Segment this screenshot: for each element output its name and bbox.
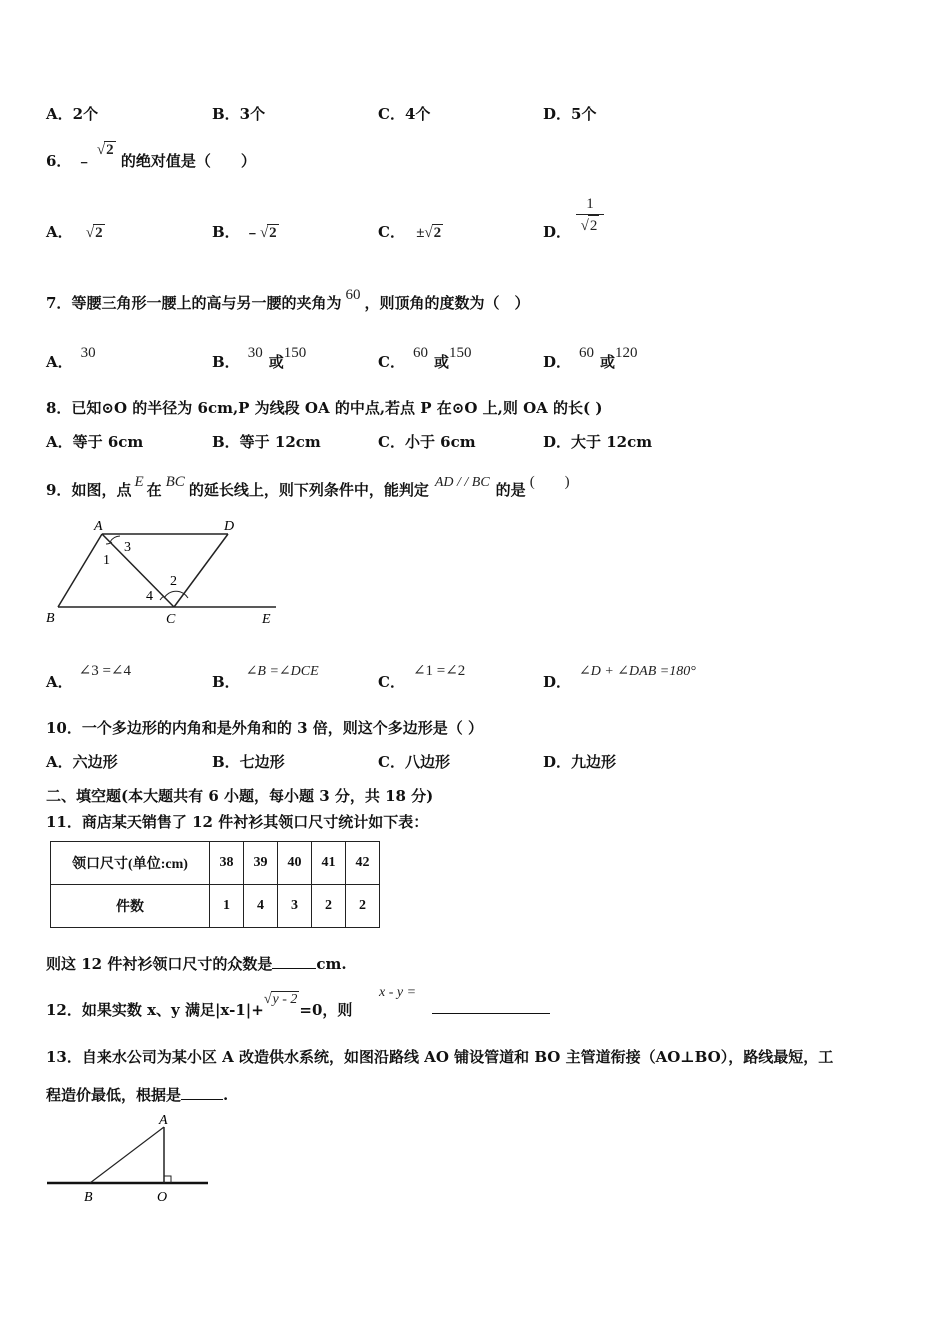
q9-stem: 9．如图，点 E 在 BC 的延长线上，则下列条件中，能判定 AD / / BC 的是 ( ) [46,474,570,499]
q13-line-2: 程造价最低，根据是 . [46,1086,229,1104]
q10-option-a: A．六边形 [46,753,118,771]
q9-option-a: A．∠3 =∠4 [46,663,131,691]
q11-size-cell: 39 [244,842,278,885]
section-2-heading: 二、填空题(本大题共有 6 小题，每小题 3 分，共 18 分) [46,787,434,805]
q6-d-fraction: 1 √2 [576,196,604,236]
q11-count-cell: 3 [278,885,312,928]
q11-count-cell: 4 [244,885,278,928]
q13-figure [44,1110,214,1210]
q6-stem-text: 的绝对值是（ ） [120,152,256,170]
q7-option-a: A． 30 [46,345,96,371]
q8-stem: 8．已知⊙O 的半径为 6cm,P 为线段 OA 的中点,若点 P 在⊙O 上,则 OA 的长( ) [46,399,603,417]
q11-header-label: 领口尺寸(单位:cm) [51,842,210,885]
q11-stem: 11．商店某天销售了 12 件衬衫其领口尺寸统计如下表： [46,813,429,831]
q9-label-C: C [166,612,176,627]
q9-label-E: E [262,612,271,627]
q8-option-b: B．等于 12cm [212,433,321,451]
q5-option-a: A．2个 [46,105,99,123]
q12-expr: x - y = [379,985,417,1000]
q12-stem: 12．如果实数 x、y 满足|x-1|+√y - 2=0，则 [46,992,353,1019]
q12-answer-blank[interactable] [432,1013,550,1014]
q11-size-cell: 41 [312,842,346,885]
q8-option-d: D．大于 12cm [543,433,653,451]
q11-count-cell: 2 [312,885,346,928]
q5-option-b: B．3个 [212,105,266,123]
q9-label-1: 1 [103,553,110,568]
q11-size-cell: 38 [210,842,244,885]
q6-sqrt: √2 [96,142,114,158]
q11-count-cell: 1 [210,885,244,928]
q10-option-d: D．九边形 [543,753,617,771]
q9-label-2: 2 [170,574,177,589]
q9-label-3: 3 [124,540,131,555]
q11-row-label: 件数 [51,885,210,928]
q7-stem: 7．等腰三角形一腰上的高与另一腰的夹角为 60 ，则顶角的度数为（ ） [46,287,530,312]
q9-label-B: B [46,611,55,626]
q11-size-cell: 42 [346,842,380,885]
q9-label-A: A [94,519,103,534]
q9-label-4: 4 [146,589,153,604]
q11-size-table [50,841,380,928]
q13-line-1: 13．自来水公司为某小区 A 改造供水系统，如图沿路线 AO 铺设管道和 BO 主管道衔接（AO⊥BO），路线最短，工 [46,1048,834,1066]
q7-option-c: C． 60 或150 [378,345,472,371]
q5-option-c: C．4个 [378,105,431,123]
q9-option-c: C．∠1 =∠2 [378,663,466,691]
q13-label-O: O [157,1190,168,1205]
q11-question: 则这 12 件衬衫领口尺寸的众数是 cm. [46,955,347,973]
q9-option-b: B．∠B =∠DCE [212,664,319,691]
q9-label-D: D [224,519,235,534]
q6-stem [46,142,256,171]
q10-option-c: C．八边形 [378,753,450,771]
q7-option-b: B． 30 或150 [212,345,307,371]
q11-size-cell: 40 [278,842,312,885]
q10-stem: 10．一个多边形的内角和是外角和的 3 倍，则这个多边形是（ ） [46,719,483,737]
q9-figure [40,514,290,629]
q8-option-c: C．小于 6cm [378,433,476,451]
q7-angle: 60 [345,287,361,303]
q6-neg: ﹣ [76,152,92,170]
q9-option-d: D．∠D + ∠DAB =180° [543,664,696,691]
q6-option-c: C． ±√2 [378,223,442,241]
q13-label-A: A [159,1113,168,1128]
q11-count-cell: 2 [346,885,380,928]
q6-option-b: B． ﹣√2 [212,223,277,241]
q13-answer-blank[interactable] [181,1099,223,1100]
q6-option-d: D． [543,223,572,241]
q10-option-b: B．七边形 [212,753,285,771]
q6-number: 6． [46,152,72,170]
q6-option-a: A． √2 [46,223,103,241]
q11-answer-blank[interactable] [272,968,316,969]
q5-option-d: D．5个 [543,105,597,123]
q8-option-a: A．等于 6cm [46,433,144,451]
q13-label-B: B [84,1190,93,1205]
q7-option-d: D． 60 或120 [543,345,638,371]
